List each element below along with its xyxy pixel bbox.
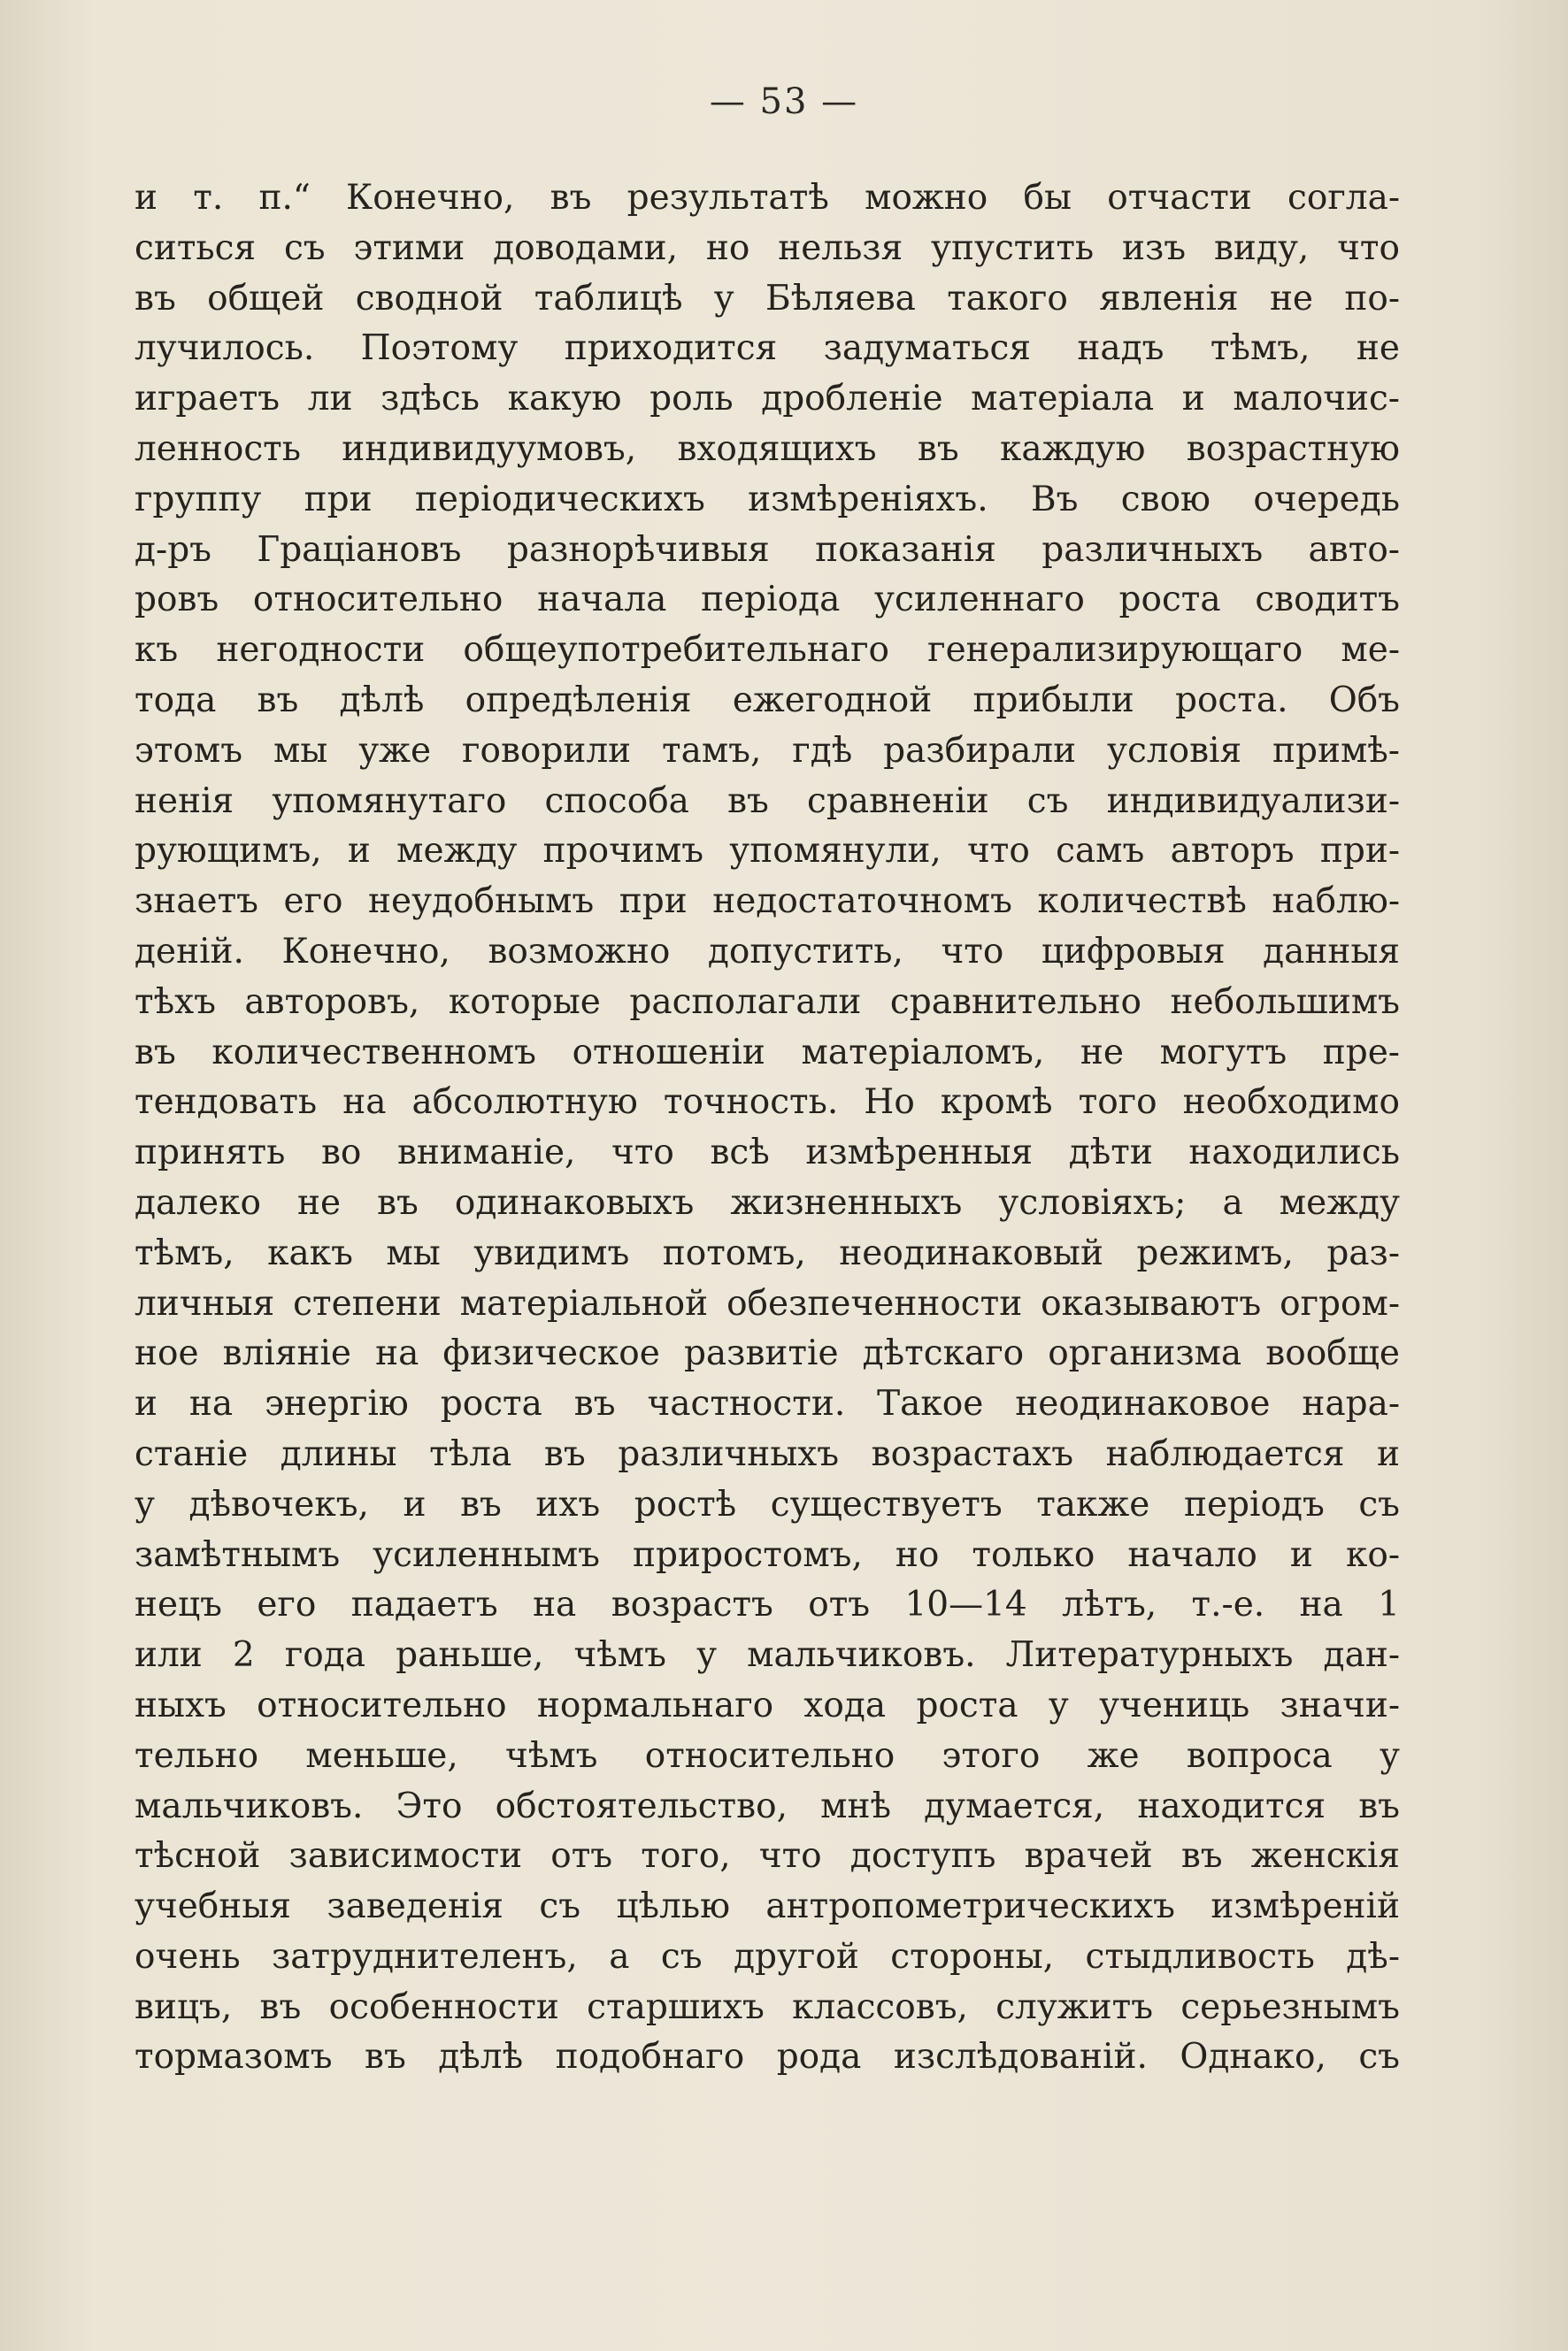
text-line: тормазомъ въ дѣлѣ подобнаго рода изслѣдованій. Однако, съ [135,2037,1400,2078]
text-line: учебныя заведенія съ цѣлью антропометрическихъ измѣреній [135,1886,1400,1927]
text-line: и на энергію роста въ частности. Такое неодинаковое нара- [135,1384,1400,1425]
text-line: очень затруднителенъ, а съ другой стороны, стыдливость дѣ- [135,1936,1400,1977]
text-line: принять во вниманіе, что всѣ измѣренныя дѣти находились [135,1133,1400,1173]
page-number: — 53 — [709,81,859,122]
text-line: этомъ мы уже говорили тамъ, гдѣ разбирали условія примѣ- [135,730,1400,771]
text-line: тѣсной зависимости отъ того, что доступъ врачей въ женскія [135,1836,1400,1877]
text-line: тендовать на абсолютную точность. Но кромѣ того необходимо [135,1082,1400,1123]
text-line: въ общей сводной таблицѣ у Бѣляева такого явленія не по- [135,278,1400,319]
text-line: рующимъ, и между прочимъ упомянули, что самъ авторъ при- [135,831,1400,872]
text-line: ленность индивидуумовъ, входящихъ въ каждую возрастную [135,428,1400,469]
text-line: тельно меньше, чѣмъ относительно этого же вопроса у [135,1735,1400,1776]
text-line: личныя степени матеріальной обезпеченности оказываютъ огром- [135,1283,1400,1324]
text-line: д-ръ Граціановъ разнорѣчивыя показанія различныхъ авто- [135,529,1400,570]
text-line: лучилось. Поэтому приходится задуматься надъ тѣмъ, не [135,328,1400,369]
text-line: ныхъ относительно нормальнаго хода роста у учениць значи- [135,1685,1400,1725]
text-line: и т. п.“ Конечно, въ результатѣ можно бы отчасти согла- [135,178,1400,218]
text-line: ровъ относительно начала періода усиленнаго роста сводитъ [135,580,1400,620]
text-line: группу при періодическихъ измѣреніяхъ. Въ свою очередь [135,479,1400,519]
text-line: вицъ, въ особенности старшихъ классовъ, служитъ серьезнымъ [135,1986,1400,2027]
text-line: въ количественномъ отношеніи матеріаломъ, не могутъ пре- [135,1032,1400,1072]
text-line: играетъ ли здѣсь какую роль дробленіе матеріала и малочис- [135,379,1400,419]
text-line: или 2 года раньше, чѣмъ у мальчиковъ. Литературныхъ дан- [135,1635,1400,1676]
text-line: тѣхъ авторовъ, которые располагали сравнительно небольшимъ [135,981,1400,1022]
text-line: тода въ дѣлѣ опредѣленія ежегодной прибыли роста. Объ [135,680,1400,720]
text-line: знаетъ его неудобнымъ при недостаточномъ количествѣ наблю- [135,881,1400,922]
text-line: ненія упомянутаго способа въ сравненіи съ индивидуализи- [135,780,1400,821]
text-line: далеко не въ одинаковыхъ жизненныхъ условіяхъ; а между [135,1182,1400,1223]
text-line: у дѣвочекъ, и въ ихъ ростѣ существуетъ также періодъ съ [135,1484,1400,1525]
body-text [135,173,1400,2083]
text-line: къ негодности общеупотребительнаго генерализирующаго ме- [135,630,1400,671]
text-line: мальчиковъ. Это обстоятельство, мнѣ думается, находится въ [135,1786,1400,1826]
text-line: нецъ его падаетъ на возрастъ отъ 10—14 лѣтъ, т.-е. на 1 [135,1585,1400,1625]
text-line: замѣтнымъ усиленнымъ приростомъ, но только начало и ко- [135,1534,1400,1575]
text-line: тѣмъ, какъ мы увидимъ потомъ, неодинаковый режимъ, раз- [135,1233,1400,1273]
text-line: ное вліяніе на физическое развитіе дѣтскаго организма вообще [135,1333,1400,1374]
text-line: ситься съ этими доводами, но нельзя упустить изъ виду, что [135,227,1400,268]
text-line: деній. Конечно, возможно допустить, что цифровыя данныя [135,931,1400,972]
text-line: станіе длины тѣла въ различныхъ возрастахъ наблюдается и [135,1433,1400,1474]
